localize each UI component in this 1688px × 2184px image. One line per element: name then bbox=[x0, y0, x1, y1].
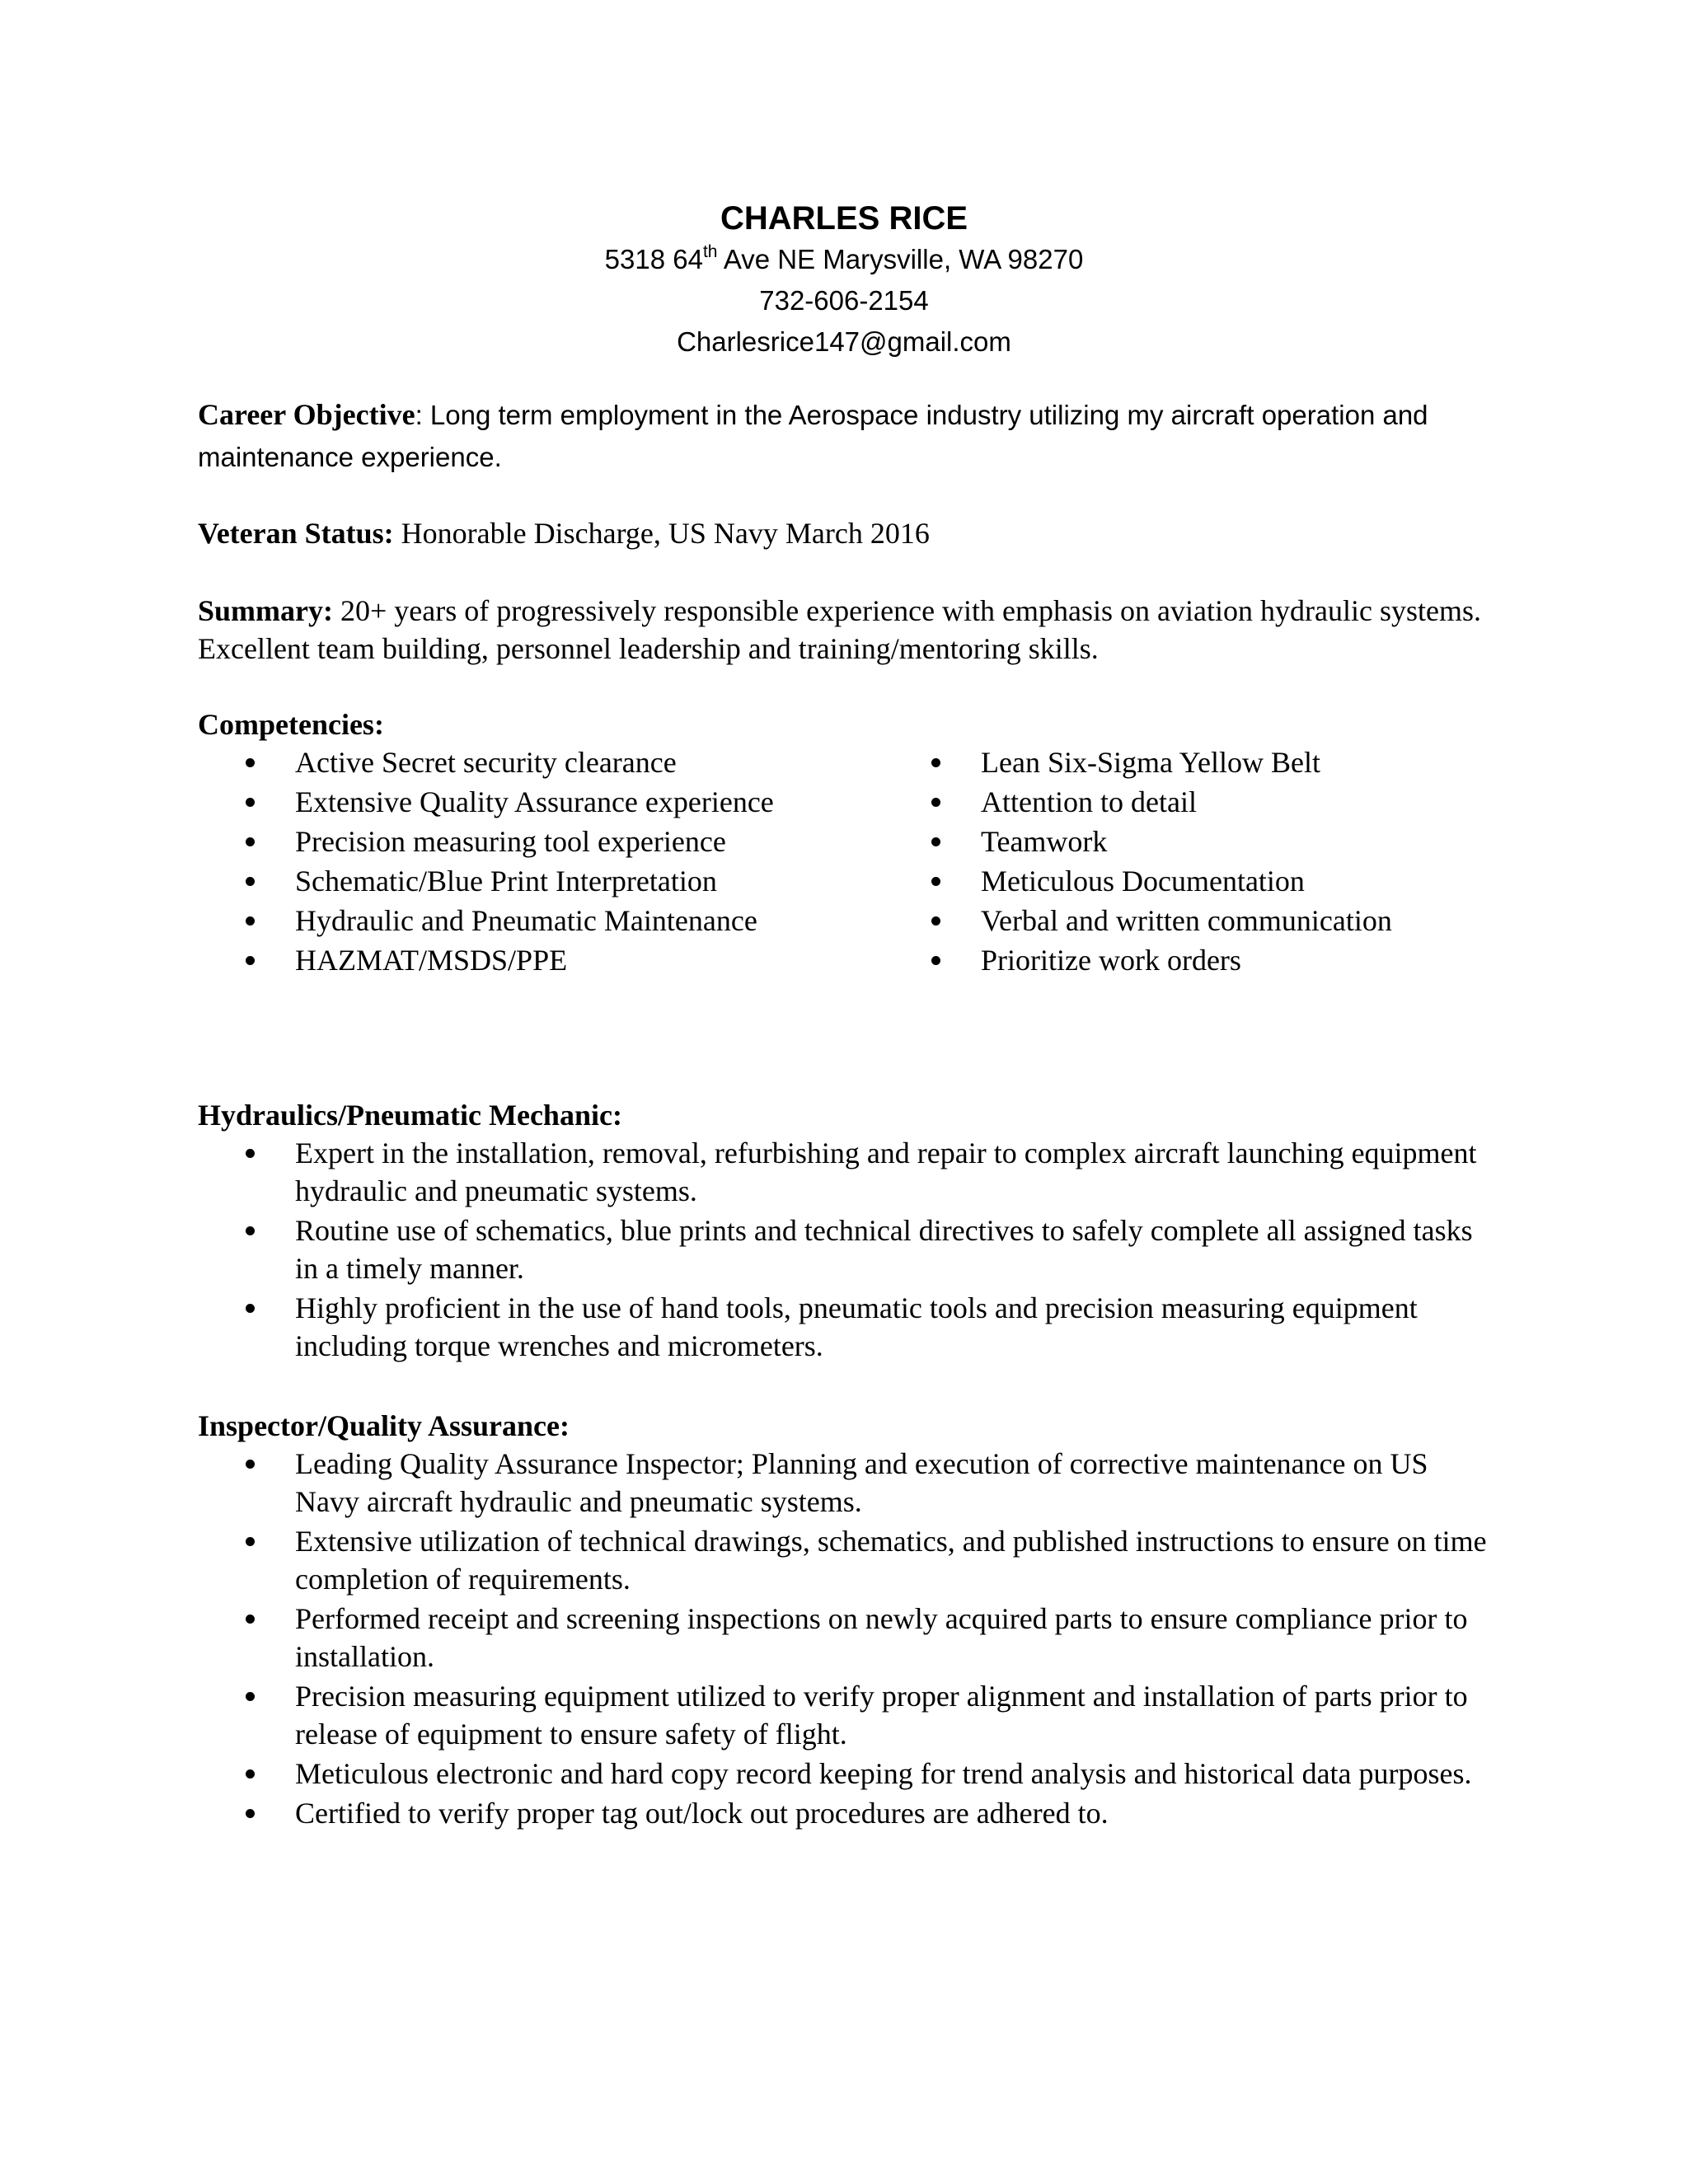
list-item: Meticulous electronic and hard copy record keeping for trend analysis and historical data purposes. bbox=[198, 1755, 1492, 1793]
address-street-city: Ave NE Marysville, WA 98270 bbox=[717, 244, 1084, 274]
list-item: Routine use of schematics, blue prints and technical directives to safely complete all assigned tasks in a timely manner. bbox=[198, 1212, 1484, 1287]
list-item: Active Secret security clearance bbox=[198, 743, 791, 781]
career-objective-text: : Long term employment in the Aerospace industry utilizing my aircraft operation and maintenance experience. bbox=[198, 400, 1428, 472]
bullet-icon bbox=[246, 1537, 255, 1546]
list-item: Leading Quality Assurance Inspector; Planning and execution of corrective maintenance on US Navy aircraft hydraulic and pneumatic systems. bbox=[198, 1445, 1492, 1521]
bullet-icon bbox=[246, 1304, 255, 1313]
quality-assurance-heading: Inspector/Quality Assurance: bbox=[198, 1409, 570, 1442]
hydraulics-heading: Hydraulics/Pneumatic Mechanic: bbox=[198, 1099, 622, 1132]
summary bbox=[198, 592, 1484, 668]
bullet-icon bbox=[246, 916, 255, 926]
list-item: Precision measuring equipment utilized to verify proper alignment and installation of parts prior to release of equipment to ensure safety of flight. bbox=[198, 1677, 1492, 1753]
phone-number: 732-606-2154 bbox=[759, 285, 929, 316]
list-item: Extensive utilization of technical drawings, schematics, and published instructions to ensure on time completion of requirements. bbox=[198, 1522, 1492, 1598]
bullet-icon bbox=[246, 1460, 255, 1469]
list-item: Meticulous Documentation bbox=[884, 862, 1526, 900]
bullet-icon bbox=[246, 877, 255, 886]
competencies-right-list bbox=[884, 743, 1526, 981]
address-ordinal-suffix: th bbox=[702, 242, 718, 261]
bullet-icon bbox=[931, 837, 940, 846]
bullet-icon bbox=[931, 956, 940, 965]
address-line bbox=[0, 239, 1688, 280]
career-objective bbox=[198, 394, 1484, 478]
bullet-icon bbox=[931, 877, 940, 886]
list-item: Certified to verify proper tag out/lock out procedures are adhered to. bbox=[198, 1794, 1492, 1832]
career-objective-label: Career Objective bbox=[198, 398, 415, 431]
list-item: Verbal and written communication bbox=[884, 902, 1526, 940]
list-item: Precision measuring tool experience bbox=[198, 823, 791, 860]
bullet-icon bbox=[246, 1809, 255, 1818]
list-item: Expert in the installation, removal, refurbishing and repair to complex aircraft launching equipment hydraulic and pneumatic systems. bbox=[198, 1134, 1484, 1210]
list-item: Schematic/Blue Print Interpretation bbox=[198, 862, 791, 900]
address-street-number: 5318 64 bbox=[604, 244, 703, 274]
bullet-icon bbox=[931, 916, 940, 926]
list-item: Teamwork bbox=[884, 823, 1526, 860]
list-item: Lean Six-Sigma Yellow Belt bbox=[884, 743, 1526, 781]
bullet-icon bbox=[246, 1149, 255, 1158]
list-item: Extensive Quality Assurance experience bbox=[198, 783, 791, 821]
bullet-icon bbox=[931, 758, 940, 767]
veteran-status-text: Honorable Discharge, US Navy March 2016 bbox=[393, 517, 930, 550]
bullet-icon bbox=[246, 798, 255, 807]
competencies-heading: Competencies: bbox=[198, 708, 384, 741]
summary-label: Summary: bbox=[198, 594, 333, 627]
bullet-icon bbox=[246, 1692, 255, 1701]
hydraulics-list bbox=[198, 1134, 1484, 1366]
bullet-icon bbox=[246, 1769, 255, 1779]
bullet-icon bbox=[246, 837, 255, 846]
competencies-left-list bbox=[198, 743, 791, 981]
list-item: Highly proficient in the use of hand tools, pneumatic tools and precision measuring equipment including torque wrenches and micrometers. bbox=[198, 1289, 1484, 1365]
list-item: HAZMAT/MSDS/PPE bbox=[198, 941, 791, 979]
summary-text: 20+ years of progressively responsible experience with emphasis on aviation hydraulic systems. Excellent team building, personnel leadership and training/mentoring skills. bbox=[198, 594, 1481, 665]
bullet-icon bbox=[246, 1226, 255, 1235]
veteran-status bbox=[198, 514, 1484, 552]
quality-assurance-list bbox=[198, 1445, 1492, 1834]
bullet-icon bbox=[246, 1615, 255, 1624]
resume-header bbox=[0, 198, 1688, 363]
applicant-name: CHARLES RICE bbox=[720, 200, 968, 237]
email-address: Charlesrice147@gmail.com bbox=[677, 326, 1011, 357]
list-item: Performed receipt and screening inspections on newly acquired parts to ensure compliance prior to installation. bbox=[198, 1600, 1492, 1675]
veteran-status-label: Veteran Status: bbox=[198, 517, 394, 550]
list-item: Attention to detail bbox=[884, 783, 1526, 821]
list-item: Prioritize work orders bbox=[884, 941, 1526, 979]
list-item: Hydraulic and Pneumatic Maintenance bbox=[198, 902, 791, 940]
bullet-icon bbox=[246, 758, 255, 767]
bullet-icon bbox=[931, 798, 940, 807]
bullet-icon bbox=[246, 956, 255, 965]
